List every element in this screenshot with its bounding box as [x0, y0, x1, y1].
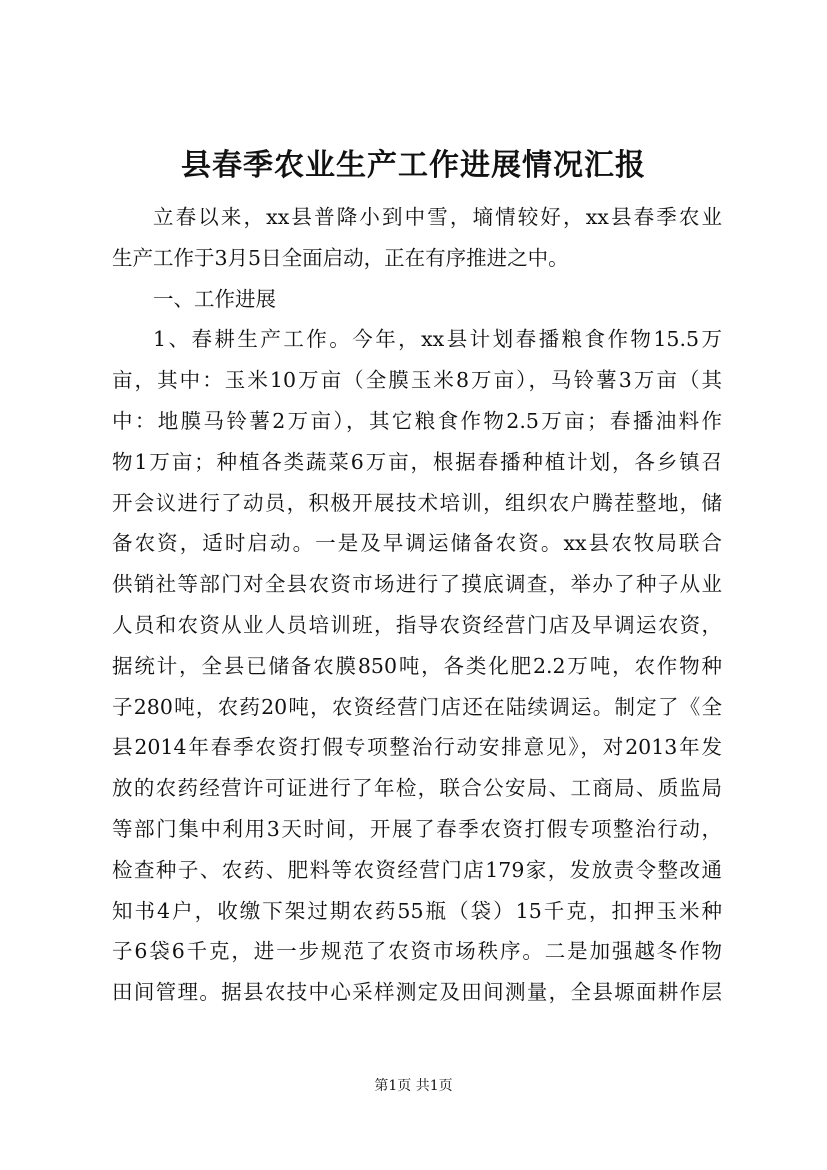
body-line: 中：地膜马铃薯2万亩），其它粮食作物2.5万亩；春播油料作: [112, 408, 722, 433]
document-title: 县春季农业生产工作进展情况汇报: [181, 148, 646, 183]
body-line: 备农资，适时启动。一是及早调运储备农资。xx县农牧局联合: [112, 531, 722, 556]
body-line: 放的农药经营许可证进行了年检，联合公安局、工商局、质监局: [112, 776, 722, 801]
body-line: 知书4户，收缴下架过期农药55瓶（袋）15千克，扣押玉米种: [112, 898, 722, 923]
body-line: 亩，其中：玉米10万亩（全膜玉米8万亩），马铃薯3万亩（其: [112, 368, 722, 393]
body-line: 1、春耕生产工作。今年，xx县计划春播粮食作物15.5万: [153, 327, 722, 352]
body-line: 子280吨，农药20吨，农资经营门店还在陆续调运。制定了《全: [112, 694, 722, 719]
body-line: 等部门集中利用3天时间，开展了春季农资打假专项整治行动，: [112, 816, 722, 841]
page-footer: 第1页 共1页: [374, 1078, 453, 1094]
body-line: 生产工作于3月5日全面启动，正在有序推进之中。: [112, 245, 569, 270]
body-line: 子6袋6千克，进一步规范了农资市场秩序。二是加强越冬作物: [112, 939, 722, 964]
body-line: 立春以来，xx县普降小到中雪，墒情较好，xx县春季农业: [153, 205, 722, 229]
body-line: 检查种子、农药、肥料等农资经营门店179家，发放责令整改通: [112, 857, 722, 882]
body-line: 人员和农资从业人员培训班，指导农资经营门店及早调运农资，: [112, 612, 722, 637]
body-line: 县2014年春季农资打假专项整治行动安排意见》，对2013年发: [112, 735, 722, 760]
document-body: [112, 197, 722, 1013]
body-line: 开会议进行了动员，积极开展技术培训，组织农户腾茬整地，储: [112, 490, 722, 515]
body-line: 物1万亩；种植各类蔬菜6万亩，根据春播种植计划，各乡镇召: [112, 449, 722, 474]
body-line: 田间管理。据县农技中心采样测定及田间测量，全县塬面耕作层: [112, 980, 722, 1005]
body-line: 供销社等部门对全县农资市场进行了摸底调查，举办了种子从业: [112, 572, 722, 597]
section-heading: 一、工作进展: [153, 286, 276, 311]
body-line: 据统计，全县已储备农膜850吨，各类化肥2.2万吨，农作物种: [112, 653, 722, 678]
